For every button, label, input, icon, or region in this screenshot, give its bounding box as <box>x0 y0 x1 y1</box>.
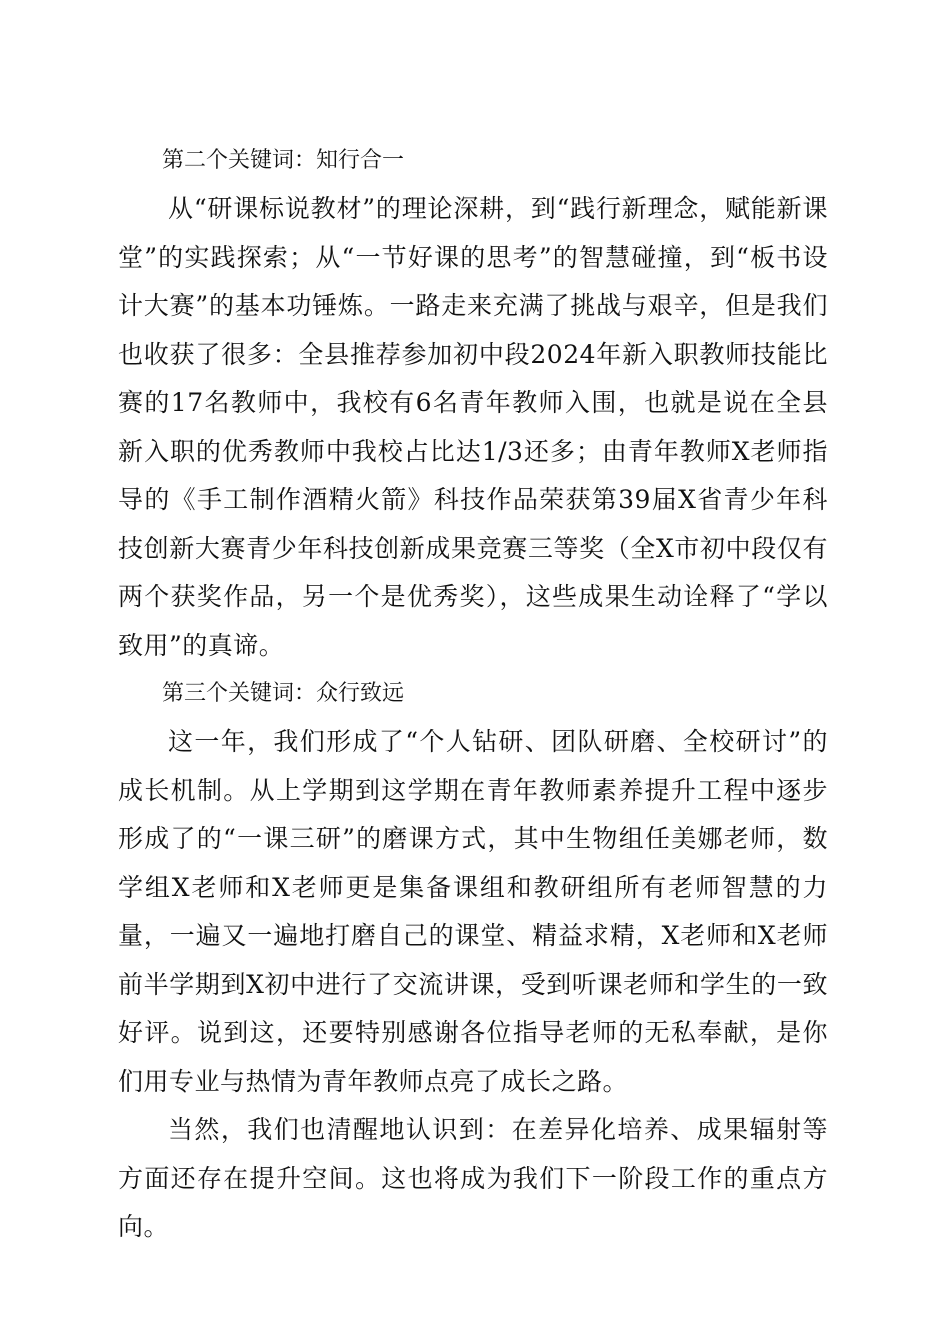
section-heading-keyword-3: 第三个关键词：众行致远 <box>162 681 405 706</box>
paragraph-growth-mechanism: 这一年，我们形成了“个人钻研、团队研磨、全校研讨”的成长机制。从上学期到这学期在青年教师素养提升工程中逐步形成了的“一课三研”的磨课方式，其中生物组任美娜老师，数学组X老师和X老师更是集备课组和教研组所有老师智慧的力量，一遍又一遍地打磨自己的课堂、精益求精，X老师和X老师前半学期到X初中进行了交流讲课，受到听课老师和学生的一致好评。说到这，还要特别感谢各位指导老师的无私奉献，是你们用专业与热情为青年教师点亮了成长之路。 <box>118 727 828 1096</box>
document-page <box>118 137 828 1252</box>
paragraph-improvement-direction: 当然，我们也清醒地认识到：在差异化培养、成果辐射等方面还存在提升空间。这也将成为我们下一阶段工作的重点方向。 <box>118 1115 828 1241</box>
paragraph-knowledge-practice: 从“研课标说教材”的理论深耕，到“践行新理念，赋能新课堂”的实践探索；从“一节好课的思考”的智慧碰撞，到“板书设计大赛”的基本功锤炼。一路走来充满了挑战与艰辛，但是我们也收获了很多：全县推荐参加初中段2024年新入职教师技能比赛的17名教师中，我校有6名青年教师入围，也就是说在全县新入职的优秀教师中我校占比达1/3还多；由青年教师X老师指导的《手工制作酒精火箭》科技作品荣获第39届X省青少年科技创新大赛青少年科技创新成果竞赛三等奖（全X市初中段仅有两个获奖作品，另一个是优秀奖），这些成果生动诠释了“学以致用”的真谛。 <box>118 194 828 660</box>
section-heading-keyword-2: 第二个关键词：知行合一 <box>162 148 405 173</box>
